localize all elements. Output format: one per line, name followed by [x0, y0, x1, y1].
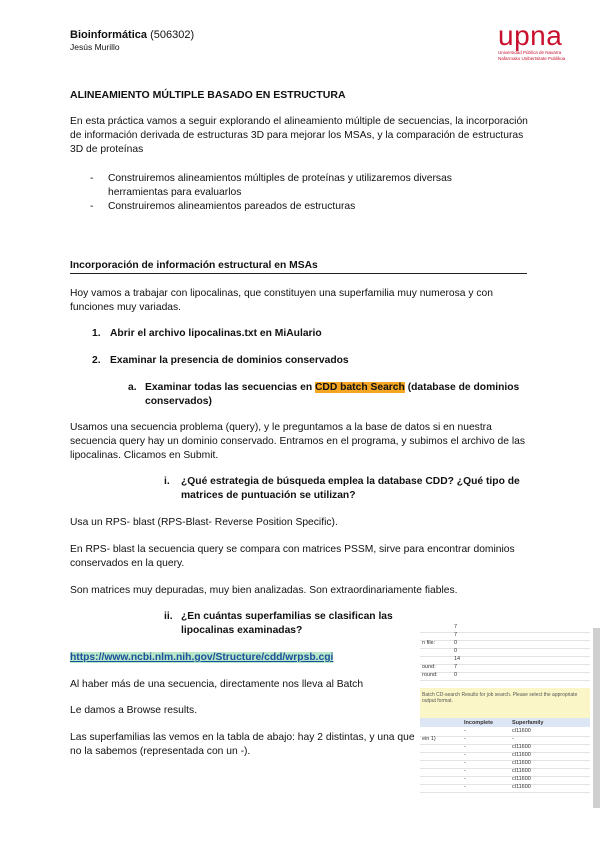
question-2-label: ii.: [164, 611, 173, 622]
results-cell: -: [464, 752, 466, 758]
cdd-batch-search-highlight: CDD batch Search: [314, 382, 405, 393]
results-note: Batch CD-search Results for job search. Please select the appropriate output format.: [422, 692, 578, 704]
step-2a-text: [145, 381, 530, 409]
summary-screenshot: [420, 623, 590, 681]
summary-label: n file:: [422, 640, 436, 646]
paragraph-1: Hoy vamos a trabajar con lipocalinas, que constituyen una superfamilia muy numerosa y con funciones muy variadas.: [70, 288, 493, 313]
page-scrollbar[interactable]: [593, 628, 600, 808]
results-cell: cl11600: [512, 760, 531, 766]
author: Jesús Murillo: [70, 42, 120, 52]
question-1-label: i.: [164, 476, 170, 487]
question-1: ¿Qué estrategia de búsqueda emplea la database CDD? ¿Qué tipo de matrices de puntuación se utilizan?: [181, 476, 520, 501]
cdd-link-container: [70, 651, 333, 665]
results-cell: -: [464, 744, 466, 750]
page-title: ALINEAMIENTO MÚLTIPLE BASADO EN ESTRUCTURA: [70, 89, 346, 101]
results-header: [420, 718, 590, 727]
section-heading: Incorporación de información estructural en MSAs: [70, 260, 318, 271]
intro-paragraph: En esta práctica vamos a seguir explorando el alineamiento múltiple de secuencias, la incorporación de información derivada de estructuras 3D para mejorar los MSAs, y la comparación de estructuras 3D de proteínas: [70, 116, 528, 155]
results-notice: [420, 688, 590, 718]
results-cell: -: [464, 728, 466, 734]
results-cell: -: [464, 736, 466, 742]
summary-value: 0: [454, 648, 458, 654]
summary-value: 7: [454, 624, 458, 630]
results-cell: cl11600: [512, 784, 531, 790]
col-incomplete: Incomplete: [464, 720, 494, 726]
col-superfamily: Superfamily: [512, 720, 544, 726]
logo-sub-2: Nafarroako Unibertsitate Publikoa: [498, 56, 566, 61]
results-cell: -: [464, 784, 466, 790]
results-cell: cl11600: [512, 752, 531, 758]
paragraph-5: Son matrices muy depuradas, muy bien analizadas. Son extraordinariamente fiables.: [70, 585, 458, 596]
results-cell: cl11600: [512, 768, 531, 774]
step-2a-pre: Examinar todas las secuencias en: [145, 382, 315, 393]
results-cell: cl11600: [512, 728, 531, 734]
paragraph-3: Usa un RPS- blast (RPS-Blast- Reverse Position Specific).: [70, 517, 338, 528]
course-line: [70, 29, 194, 41]
results-screenshot: [420, 688, 590, 793]
bullet-dash: -: [90, 201, 94, 212]
step-1-text: Abrir el archivo lipocalinas.txt en MiAulario: [110, 328, 322, 339]
step-2a-post: (database de dominios conservados): [145, 382, 520, 407]
bullet-item-2: Construiremos alineamientos pareados de estructuras: [108, 201, 356, 212]
results-cell: -: [512, 736, 514, 742]
question-2: ¿En cuántas superfamilias se clasifican las lipocalinas examinadas?: [181, 611, 393, 636]
summary-label: ound:: [422, 664, 436, 670]
paragraph-2: Usamos una secuencia problema (query), y le preguntamos a la base de datos si en nuestra secuencia query hay un dominio conservado. Entramos en el programa, y subimos el archivo de las lipocalinas. Clicamos en Submit.: [70, 422, 526, 461]
paragraph-4: En RPS- blast la secuencia query se compara con matrices PSSM, sirve para encontrar dominios conservados en la query.: [70, 544, 515, 569]
step-2-number: 2.: [92, 355, 101, 366]
results-cell: -: [464, 760, 466, 766]
paragraph-8: Las superfamilias las vemos en la tabla de abajo: hay 2 distintas, y una que no la sabemos (representada con un -).: [70, 732, 415, 757]
logo-sub-1: Universidad Pública de Navarra: [498, 50, 562, 55]
summary-row: [420, 671, 590, 681]
summary-value: 0: [454, 672, 458, 678]
results-row: [420, 783, 590, 793]
summary-value: 7: [454, 632, 458, 638]
results-cell: cl11600: [512, 776, 531, 782]
results-label: ein 1): [422, 736, 436, 742]
university-logo: [498, 20, 565, 62]
bullet-item-1: Construiremos alineamientos múltiples de proteínas y utilizaremos diversas herramientas para evaluarlos: [108, 173, 452, 198]
results-cell: -: [464, 768, 466, 774]
summary-value: 0: [454, 640, 458, 646]
step-2-text: Examinar la presencia de dominios conservados: [110, 355, 349, 366]
logo-text: upna: [498, 20, 563, 51]
paragraph-6: Al haber más de una secuencia, directamente nos lleva al Batch: [70, 679, 364, 690]
summary-label: round:: [422, 672, 438, 678]
section-rule: [70, 273, 527, 274]
course-name: Bioinformática: [70, 29, 148, 41]
paragraph-7: Le damos a Browse results.: [70, 705, 198, 716]
summary-value: 7: [454, 664, 458, 670]
course-code: (506302): [150, 29, 195, 41]
summary-value: 14: [454, 656, 461, 662]
results-cell: cl11600: [512, 744, 531, 750]
bullet-dash: -: [90, 173, 94, 184]
cdd-link[interactable]: https://www.ncbi.nlm.nih.gov/Structure/cdd/wrpsb.cgi: [70, 652, 334, 663]
results-cell: -: [464, 776, 466, 782]
step-1-number: 1.: [92, 328, 101, 339]
step-2a-letter: a.: [128, 382, 137, 393]
